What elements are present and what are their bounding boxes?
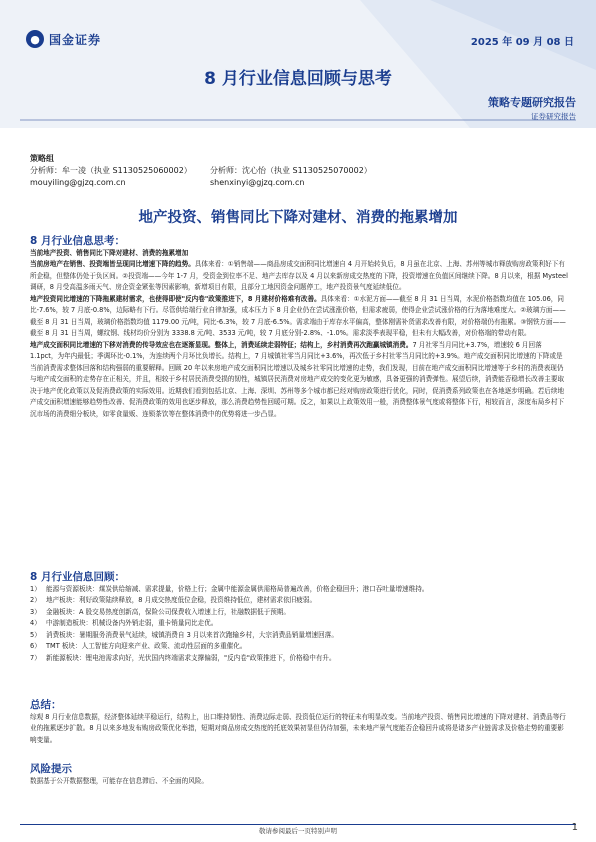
paragraph-3: 地产成交面积同比增速的下移对消费的传导效应也在逐渐显现。整体上，消费延续走弱特征；结构上，乡村消费再次跑赢城镇消费。7 月社零当月同比+3.7%，增速较 6 月回落 1.1pct，为年内最低；季调环比-0.1%，为连续两个月环比负增长。结构上，7 月城镇社零当月同比+3.6%，再次低于乡村社零当月同比的+3.9%。地产成交面积同比增速的下降或是当前消费需求整体回落和结构强弱的重要解释。回顾 20 年以来房地产成交面积同比增速以及城乡社零同比增速的走势，我们发现，目前在地产成交面积同比增速等于乡村的消费表现仍与地产成交面积的走势存在正相关，并且，相较于乡村居民消费受损的韧性，城镇居民消费对房地产成交的变化更为敏感，具备更强的消费弹性。展望后续，消费能否稳增长改善主要取决于地产优化政策以及促消费政策的实际效用。近期我们看到包括北京、上海、深圳、苏州等多个城市都已经对购房政策进行优化，同时，促消费系列政策也在各地逐步明确。若后续地产成交面积增速能够趋势性改善、促消费政策的效用也逐步释放，那么消费趋势性回暖可期。反之，如果以上政策效用一般，消费整体景气度或将整体下行，相较而言，深度布局乡村下沉市场的消费细分板块，如零食量贩、连锁茶饮等在整体消费中的优势将进一步凸显。 [30, 340, 565, 418]
summary-text: 综观 8 月行业信息数据，经济整体延续平稳运行，结构上，出口维持韧性、消费边际走弱、投资低位运行的特征未有明显改变。当前地产投资、销售同比增速的下降对建材、消费品等行业的拖累逐步扩散。8 月以来多地发布购房政策优化举措，短期对商品房成交热度的托底效果初显但仍待加强，未来地产景气度能否企稳回升或将是诸多产业链需求及价格走势的重要影响变量。 [30, 712, 566, 744]
section-thoughts [30, 236, 568, 420]
list-item-text: 金融板块：A 股交易热度创新高，保险公司保费收入增速上行，社融数据低于预期。 [46, 607, 290, 616]
email-1[interactable]: mouyiling@gjzq.com.cn [30, 178, 126, 187]
list-item-number: 4） [30, 619, 41, 627]
section-review [30, 572, 568, 664]
list-item-text: TMT 板块：人工智能方向迎来产业、政策、流动性层面的多重催化。 [46, 642, 247, 650]
list-item-number: 5） [30, 630, 41, 639]
paragraph-1: 当前房地产在销售、投资端皆呈现同比增速下降的趋势。具体来看：①销售端——商品房成交面积同比增速自 4 月开始转负后，8 月虽在北京、上海、苏州等城市释放购房政策利好下有所企稳，但整体仍处于负区间。②投资端——今年 1-7 月，受资金到位率不足、地产去库存以及 4 月以来新房成交热度的下降，投资增速在负值区间继续下降。8 月以来，根据 Mysteel 调研，8 月受高温多雨天气、房企资金紧张等因素影响，新增项目有限，且部分工地因资金问题停工，地产投资景气度延续低位。 [30, 260, 568, 291]
list-item [30, 618, 568, 630]
list-item [30, 653, 568, 665]
list-item-number: 3） [30, 607, 41, 616]
list-item [30, 595, 568, 607]
list-item [30, 630, 568, 642]
risk-text: 数据基于公开数据整理，可能存在信息滞后、不全面的风险。 [30, 776, 209, 785]
brand-logo-icon: ● [26, 30, 44, 48]
list-item-text: 中游制造板块：机械设备内外销走弱，重卡销量同比走优。 [46, 619, 218, 627]
report-title: 8 月行业信息回顾与思考 [204, 69, 392, 89]
list-item-number: 7） [30, 653, 41, 662]
report-date: 2025 年 09 月 08 日 [470, 37, 574, 48]
footer-divider [20, 824, 576, 825]
section-summary [30, 700, 568, 746]
list-item [30, 607, 568, 619]
list-item [30, 584, 568, 596]
author-group: 策略组 [30, 154, 54, 163]
list-item-text: 地产板块：利好政策陆续释放，8 月成交热度低位企稳，投资维持低位，建材需求依旧疲弱。 [46, 596, 317, 604]
list-item-number: 1） [30, 584, 41, 593]
email-row [30, 177, 570, 189]
list-item-number: 6） [30, 642, 41, 650]
section-risk [30, 764, 568, 787]
list-item-text: 能源与资源板块：煤炭供给缩减、需求提量，价格上行；金属中能源金属供需格局普遍改善，价格企稳回升；港口吞吐量增速维持。 [46, 584, 429, 593]
analyst-1: 分析师：牟一凌（执业 S1130525060002） [30, 166, 192, 175]
review-list [30, 584, 568, 665]
brand-name: 国金证券 [49, 32, 102, 47]
brand-logo [26, 28, 146, 50]
section-heading-thoughts: 8 月行业信息思考： [30, 235, 125, 247]
section-heading-risk: 风险提示 [30, 763, 72, 775]
report-type: 策略专题研究报告 [488, 96, 576, 109]
paragraph-2: 地产投资同比增速的下降拖累建材需求，也使得即使"反内卷"政策推进下，8 月建材价格难有改善。具体来看：①水泥方面——截至 8 月 31 日当周，水泥价格指数均值在 105.06，同比-7.6%，较 7 月底-0.8%，边际略有下行。尽管供给端行业自律加强，成本压力下 8 月企业仍在尝试涨涨价格，但需求疲弱，使得企业尝试涨价格的行为落地难度大。②玻璃方面——截至 8 月 31 日当周，玻璃价格指数均值 1179.00 元/吨，同比-6.3%，较 7 月底-6.5%。需求端由于库存水平偏高，整体刚需补货需求改善有限，对价格端仍有拖累。③钢铁方面——截至 8 月 31 日当周，螺纹钢、线材均价分别为 3338.8 元/吨、3533 元/吨，较 7 月底分别-2.8%、-1.0%。需求淡季表现平稳，但未有大幅改善，对价格端的带动有限。 [30, 294, 566, 337]
list-item-number: 2） [30, 596, 41, 604]
authors-block [30, 153, 570, 189]
section-heading-review: 8 月行业信息回顾： [30, 571, 125, 583]
paragraph-lead: 当前地产投资、销售同比下降对建材、消费的拖累增加 [30, 248, 189, 257]
page-number: 1 [571, 822, 578, 833]
report-subtype: 证券研究报告 [531, 112, 576, 121]
footer-disclaimer[interactable]: 敬请参阅最后一页特别声明 [259, 827, 337, 835]
analyst-2: 分析师：沈心怡（执业 S1130525070002） [210, 166, 372, 175]
report-subtitle: 地产投资、销售同比下降对建材、消费的拖累增加 [138, 210, 458, 226]
email-2[interactable]: shenxinyi@gjzq.com.cn [210, 178, 305, 187]
section-heading-summary: 总结： [30, 699, 62, 711]
list-item [30, 641, 568, 653]
author-row [30, 165, 570, 177]
list-item-text: 新能源板块：锂电池需求向好，光伏国内终端需求支撑偏弱，"反内卷"政策推进下，价格稳中有升。 [46, 653, 336, 662]
list-item-text: 消费板块：暑期服务消费景气延续，城镇消费自 3 月以来首次跑输乡村，大宗消费品销量增速回落。 [46, 630, 338, 639]
